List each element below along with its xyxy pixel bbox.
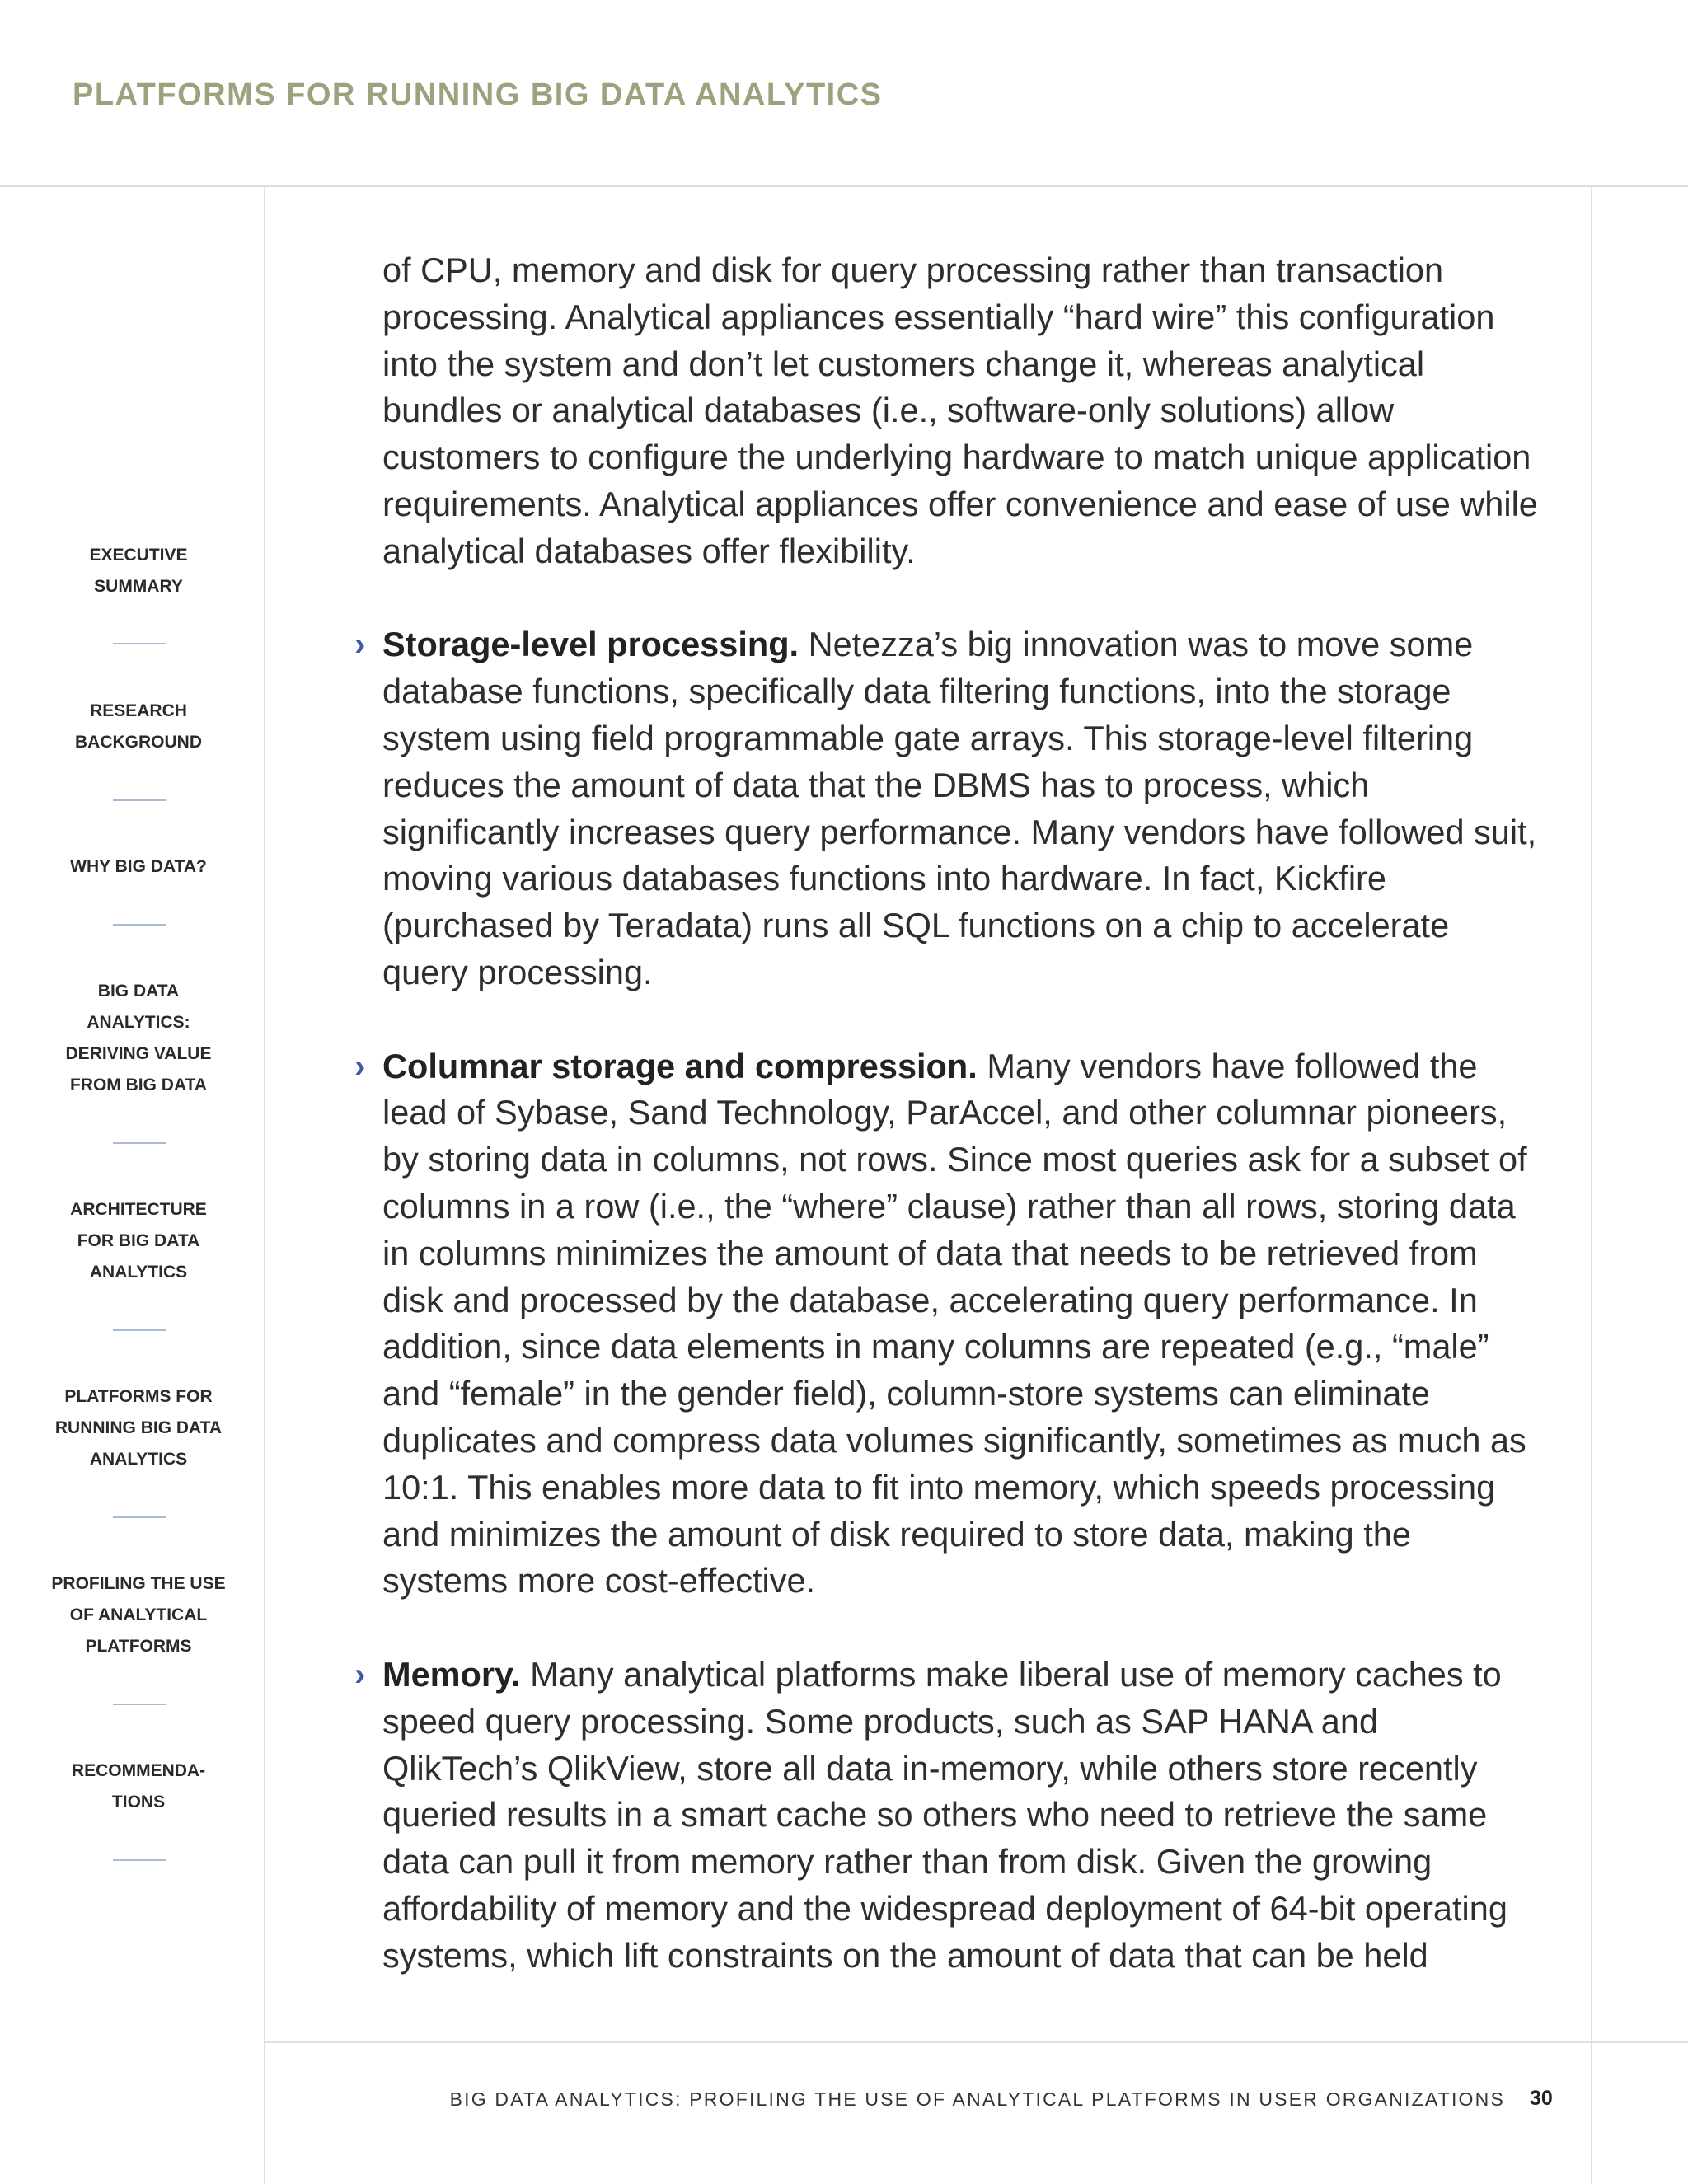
bullet-chevron-icon: ›: [354, 1656, 366, 1693]
sidebar-divider: [264, 187, 265, 2184]
sidebar-item-why-big-data[interactable]: WHY BIG DATA?: [70, 857, 207, 876]
bullet-lead: Storage-level processing.: [382, 625, 799, 664]
bullet-lead: Columnar storage and compression.: [382, 1046, 978, 1085]
page-number: 30: [1530, 2087, 1553, 2110]
bullet-text: Netezza’s big innovation was to move some database functions, specifically data filtering functions, into the storage system using field programmable gate arrays. This storage-level filtering reduces the amount of data that the DBMS has to process, which significantly increases query performance. Many vendors have followed suit, moving various databases functions into hardware. In fact, Kickfire (purchased by Teradata) runs all SQL functions on a chip to accelerate query processing.: [382, 625, 1537, 991]
header-divider: [0, 185, 1688, 187]
bullet-text: Many analytical platforms make liberal use of memory caches to speed query processing. Some products, such as SAP HANA and QlikTech’s QlikView, store all data in-memory, while others store recently queried results in a smart cache so others who need to retrieve the same data can pull it from memory rather than from disk. Given the growing affordability of memory and the widespread deployment of 64-bit operating systems, which lift constraints on the amount of data that can be held: [382, 1654, 1507, 1975]
bullet-columnar-storage: [354, 1043, 1540, 1605]
page-header-title: PLATFORMS FOR RUNNING BIG DATA ANALYTICS: [73, 77, 883, 112]
sidebar-item-big-data-analytics[interactable]: BIG DATA ANALYTICS: DERIVING VALUE FROM BIG DATA: [65, 982, 212, 1094]
bullet-memory: [354, 1652, 1540, 1980]
sidebar-item-profiling[interactable]: PROFILING THE USE OF ANALYTICAL PLATFORMS: [51, 1574, 226, 1656]
sidebar-separator: [113, 1142, 166, 1144]
sidebar-item-platforms[interactable]: PLATFORMS FOR RUNNING BIG DATA ANALYTICS: [54, 1387, 223, 1469]
sidebar-separator: [113, 643, 166, 644]
intro-paragraph: of CPU, memory and disk for query processing rather than transaction processing. Analytical appliances essentially “hard wire” this configuration into the system and don’t let customers change it, whereas analytical bundles or analytical databases (i.e., software-only solutions) allow customers to configure the underlying hardware to match unique application requirements. Analytical appliances offer convenience and ease of use while analytical databases offer flexibility.: [382, 251, 1538, 570]
bullet-text: Many vendors have followed the lead of Sybase, Sand Technology, ParAccel, and other columnar pioneers, by storing data in columns, not rows. Since most queries ask for a subset of columns in a row (i.e., the “where” clause) rather than all rows, storing data in columns minimizes the amount of data that needs to be retrieved from disk and processed by the database, accelerating query performance. In addition, since data elements in many columns are repeated (e.g., “male” and “female” in the gender field), column-store systems can eliminate duplicates and compress data volumes significantly, sometimes as much as 10:1. This enables more data to fit into memory, which speeds processing and minimizes the amount of disk required to store data, making the systems more cost-effective.: [382, 1046, 1527, 1601]
main-content: [354, 247, 1540, 2026]
sidebar-separator: [113, 1516, 166, 1518]
sidebar-item-architecture[interactable]: ARCHITECTURE FOR BIG DATA ANALYTICS: [70, 1200, 207, 1282]
sidebar-separator: [113, 1329, 166, 1331]
bullet-chevron-icon: ›: [354, 1047, 366, 1085]
sidebar-separator: [113, 924, 166, 926]
sidebar-item-executive-summary[interactable]: EXECUTIVE SUMMARY: [89, 546, 188, 596]
sidebar-item-recommendations[interactable]: RECOMMENDA- TIONS: [71, 1761, 206, 1811]
bullet-storage-level-processing: [354, 621, 1540, 996]
sidebar-item-research-background[interactable]: RESEARCH BACKGROUND: [75, 701, 202, 752]
right-margin-divider: [1591, 187, 1592, 2184]
bullet-chevron-icon: ›: [354, 626, 366, 663]
footer-divider: [265, 2041, 1688, 2043]
sidebar-separator: [113, 1859, 166, 1861]
bullet-lead: Memory.: [382, 1654, 521, 1694]
footer-running-title: BIG DATA ANALYTICS: PROFILING THE USE OF ANALYTICAL PLATFORMS IN USER ORGANIZATIONS: [449, 2088, 1505, 2110]
sidebar-separator: [113, 799, 166, 801]
sidebar-separator: [113, 1704, 166, 1705]
